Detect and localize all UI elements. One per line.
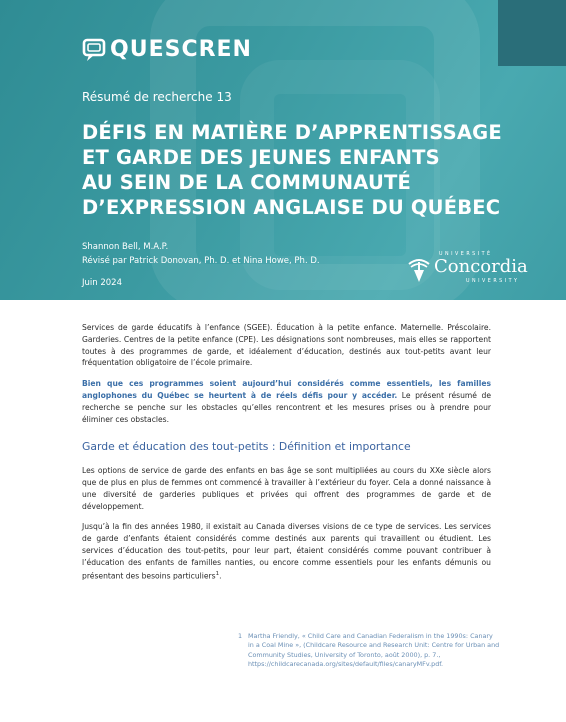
highlight-followup: Le présent résumé de recherche se penche sur les obstacles qu’elles rencontrent et les mesures prises ou à prendre pour éliminer ces obstacles. [82, 390, 491, 424]
title-line: ET GARDE DES JEUNES ENFANTS [82, 146, 440, 169]
highlight-paragraph [82, 378, 491, 425]
footnote-ref[interactable]: 1 [215, 570, 220, 577]
speech-bubble-icon [82, 38, 108, 62]
concordia-crest-icon [406, 254, 432, 288]
body-paragraph [82, 521, 491, 582]
title-line: D’EXPRESSION ANGLAISE DU QUÉBEC [82, 196, 501, 219]
author: Shannon Bell, M.A.P. [82, 242, 169, 252]
footnote-text: Martha Friendly, « Child Care and Canadian Federalism in the 1990s: Canary in a Coal Mine », (Childcare Resource and Research Unit: Centre for Urban and Community Studies, University of Toronto, août 2000), p. 7., https://childcarecanada.org/sites/default/files/canaryMFv.pdf. [248, 632, 500, 669]
intro-paragraph: Services de garde éducatifs à l’enfance (SGEE). Éducation à la petite enfance. Maternelle. Préscolaire. Garderies. Centres de la petite enfance (CPE). Les désignations sont nombreuses, mais elles se rapportent toutes à des programmes de garde, et idéalement d’éducation, destinés aux tout-petits avant leur fréquentation obligatoire de l’école primaire. [82, 323, 491, 368]
concordia-name: Concordia [434, 256, 528, 277]
reviewers: Révisé par Patrick Donovan, Ph. D. et Nina Howe, Ph. D. [82, 256, 320, 266]
corner-block [498, 0, 566, 66]
body-paragraph-text: Jusqu’à la fin des années 1980, il existait au Canada diverses visions de ce type de services. Les services de garde d’enfants étaient considérés comme destinés aux parents qui travaillent ou étudient. Les services d’éducation des tout-petits, pour leur part, étaient considérés comme pouvant contribuer à l’éducation des enfants de familles nanties, ou encore comme essentiels pour les enfants démunis ou présentant des besoins particuliers [82, 522, 491, 581]
publication-date: Juin 2024 [82, 278, 122, 288]
title-line: AU SEIN DE LA COMMUNAUTÉ [82, 171, 412, 194]
brand-name: QUESCREN [110, 37, 252, 62]
body-paragraph-end: . [219, 571, 222, 581]
body-paragraph: Les options de service de garde des enfants en bas âge se sont multipliées au cours du XXe siècle alors que de plus en plus de femmes ont commencé à travailler à l’extérieur du foyer. Cela a donné naissance à une diversité de garderies publiques et privées qui offrent des programmes de garde et de développement. [82, 466, 491, 511]
header-banner [0, 0, 566, 300]
concordia-bottom-label: UNIVERSITY [466, 279, 520, 284]
footnote [238, 632, 500, 670]
section-heading: Garde et éducation des tout-petits : Définition et importance [82, 440, 411, 454]
series-label: Résumé de recherche 13 [82, 90, 232, 104]
concordia-top-label: UNIVERSITÉ [439, 252, 493, 257]
main-content [82, 322, 491, 591]
title-line: DÉFIS EN MATIÈRE D’APPRENTISSAGE [82, 121, 502, 144]
highlight-text: Bien que ces programmes soient aujourd’hui considérés comme essentiels, les familles anglophones du Québec se heurtent à de réels défis pour y accéder. [82, 379, 491, 400]
footnote-number: 1 [238, 632, 243, 640]
concordia-logo [406, 252, 546, 292]
quescren-logo [82, 38, 252, 62]
page-title [82, 120, 532, 220]
